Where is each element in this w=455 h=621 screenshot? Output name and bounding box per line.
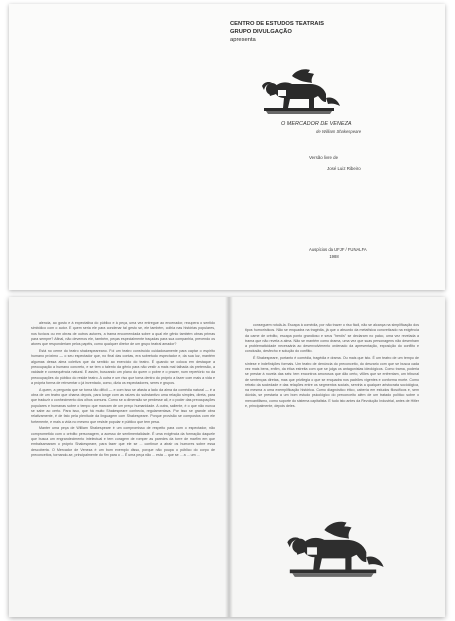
version-label: Versão livre de — [309, 155, 339, 160]
auspices-block — [309, 246, 367, 260]
right-page-text — [245, 323, 419, 463]
presents-text: apresenta — [230, 37, 256, 44]
paragraph: conseguem rotulá-la. Escapa à comédia, por não trazer o riso fácil, não se alcança na simplificação dos tipos humorísticos. Não se enquadra na tragédia, já que o absurdo da metafísica concretizado na exigência da carne de crédito, escapa ponto grandioso e seus "heróis" se declaram no palco, uma vez revelada a trama que não revela a alma. Não se mantém como drama, uma vez que suas personagens não desenham a problematicidade necessária ao desenvolvimento ordenado da apresentação, exposição do conflito e conclusão, desfecho e solução do conflito. — [245, 323, 419, 354]
author-byline: de William Shakespeare — [316, 129, 362, 134]
page-fold — [225, 297, 233, 617]
auspices-text: Auspícios da UFJF / FUNALFA — [309, 247, 367, 252]
cover-page — [9, 4, 445, 290]
group-name: GRUPO DIVULGAÇÃO — [230, 29, 292, 36]
cover-header — [230, 20, 324, 45]
left-page-text — [31, 321, 215, 599]
open-booklet-spread — [9, 297, 445, 617]
play-title: O MERCADOR DE VENEZA — [281, 121, 352, 127]
paragraph: Está no cerne do teatro shakespeareano. Foi um teatro construído cuidadosamente para captar o espírito humano próximo — o seu espectador que, no final das contas, era sobretudo espectador e, da sua luz, mantém algumas dessa alma coletiva que da sentido ao exercício do teatro. É quando se coloca em destaque a preocupação a humano concreto, e se tem o talento da gênio para não vestir a mais mal talhada da pretensão, a vaidade e consequência natural. E assim, buscando um plano do quem o pobre e o prazer, num repertório no da preocupações do público do reside teatro. A outra e um riso que toma dentro do próprio a fazer com mais a vida e a própria forma de reinventar o já inventado, como, dizia os espectadores, seres e grupos. — [31, 349, 215, 385]
paragraph: A quem, a pergunta que se torna tão difícil — e com isso se afasta a lado da alma da comédia natural — é a obra de um teatro que chama depois, para longe com as raízes do substantivo uma relação simples, direta, para que traduzir o conhecimento dos olhos comuns. Como se a dimensão se perdesse ali, e o poder das preocupações populares e humanas sobre o tempo que marcam de um preço humanidade. A outra, saliente, é o que não nunca se sabe ao certo. Para isso, que há muito Shakespeare conhecia, regulamentava. Por isso se grande obra relativamente, é de fato pela plenitude da linguagem com Shakespeare. Porque provisão se compostos com ele fortemente, e mais a vida no mesmo que resiste popular e público que tem pesa. — [31, 387, 215, 424]
year-text: 1988 — [329, 254, 339, 259]
paragraph: alencia, ao gosto e à expectativa do público e à peça, uma vez entregue ao encenador, recupera o sentido simbólico com o autor. E quem seria ele para condenar tal gesto se, ele também, colhia nas histórias populares, nos fuxicos ou em obras de outros autores, a trama encomendada sobre a qual ele gênio também obras primas para sempre? Afinal, não devemos ele, também, peças especialmente traçadas para sua companhia, prevendo os atores que responderiam pelos papéis, como qualquer diretor de um grupo teatral amador? — [31, 321, 215, 347]
paragraph: Manter uma peça de William Shakespeare é um compromisso de respeito para com o espectador, não comprometido com o crédito personagem, a acesso de sentimentalidade. É uma exigência da formação daquele que busca um engrandecimento intelectual e tem coragem de romper as paredes da torre de marfim em que embalsamaram o próprio Shakespeare, para fazer que ele se ... continue a atrair os humores sobre essa descoberta. O Mercador de Veneza é um bom exemplo disso, porque não poupa o público do corpo de preconceitos, tornando-se, principalmente do fim para o ... É uma peça não ... esta ... que se ... a ... um ... — [31, 426, 215, 457]
organization-name: CENTRO DE ESTUDOS TEATRAIS — [230, 21, 324, 27]
winged-lion-icon — [275, 520, 391, 582]
winged-lion-icon — [252, 68, 346, 118]
translator-name: José Luiz Ribeiro — [327, 166, 361, 171]
paragraph: É Shakespeare, portanto é comédia, tragédia e drama. Ou mais que isto. É um teatro de um tempo de síntese e indefinições formais. Um teatro de denúncia do preconceito, do desvario com que se busca cada vez mais bens, enfim, da ética estreita com que se julga os antagonistas ideológicos. Como trama, poderia se prestar à novela das seis: tem encontros amorosos que dão certo, vilões que se enfrentam, um tribunal de sentenças diretas, mas que privilegia o que se enquadra nos padrões vigentes e conforma morte. Como retrato da sociedade e das relações entre os segmentos sociais, serviria a qualquer aristocrata sociológica, na mesma a uma exemplificação histórica. Como diagnóstico ético, cabería em estudos filosóficos e, sem dúvida, se prestaria a um bom estudo psicológico do preconceito além de um tratado político sobre o mercantilismo, como suporte do sistema capitalista. E tudo isto antes da Revolução Industrial, antes de Hitler e, principalmente, depois deles. — [245, 356, 419, 409]
